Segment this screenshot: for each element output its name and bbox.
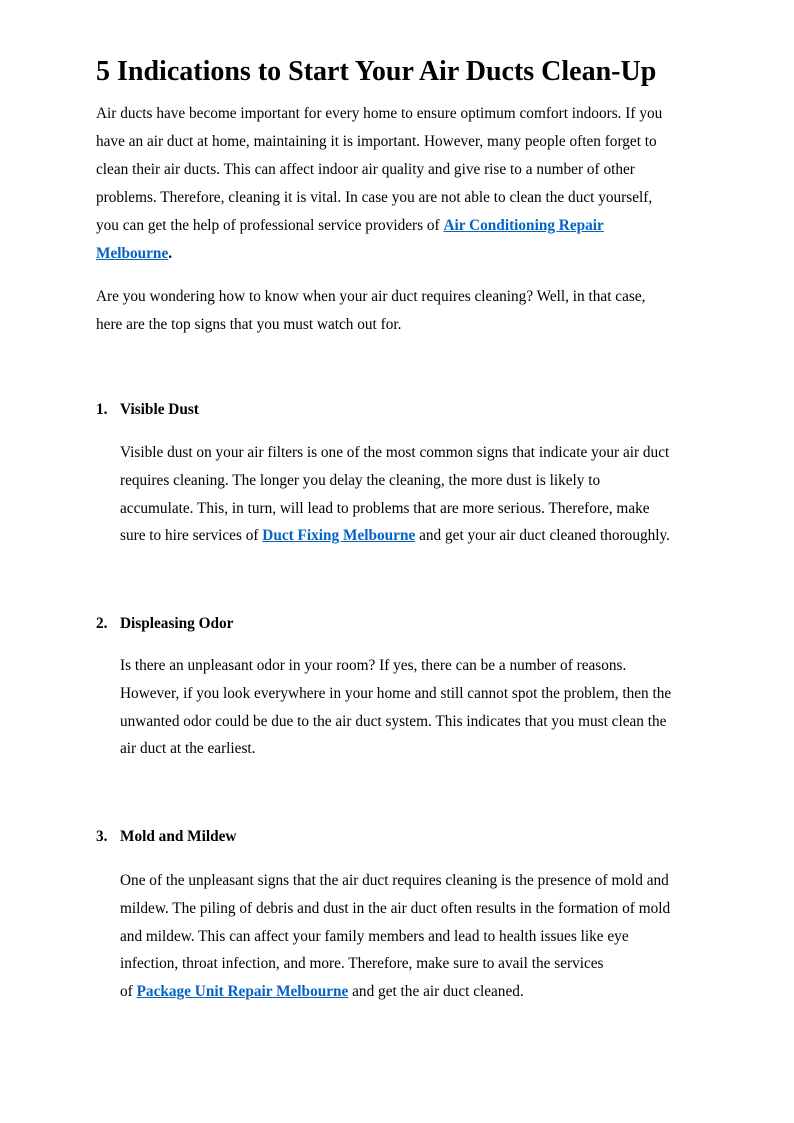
section-line: One of the unpleasant signs that the air duct requires cleaning is the presence of mold and [120,872,669,889]
air-conditioning-repair-link-part2[interactable]: Melbourne [96,245,169,262]
page-title: 5 Indications to Start Your Air Ducts Clean-Up [96,56,657,87]
section-line: mildew. The piling of debris and dust in the air duct often results in the formation of mold [120,899,671,917]
intro-line-text: you can get the help of professional service providers of [96,217,444,234]
section-line: infection, throat infection, and more. Therefore, make sure to avail the services [120,955,604,973]
intro-line-suffix: . [168,245,173,262]
section-line-suffix: and get your air duct cleaned thoroughly. [415,527,670,545]
section-heading-displeasing-odor [96,613,233,635]
section-line: unwanted odor could be due to the air duct system. This indicates that you must clean the [120,712,667,730]
section-line-prefix: sure to hire services of [120,527,263,545]
section-line [120,522,710,550]
question-line: Are you wondering how to know when your air duct requires cleaning? Well, in that case, [96,288,646,305]
intro-line: Air ducts have become important for every home to ensure optimum comfort indoors. If you [96,105,663,122]
section-line: Visible dust on your air filters is one of the most common signs that indicate your air duct [120,444,670,461]
section-heading-visible-dust [96,399,199,421]
section-line: Is there an unpleasant odor in your room? If yes, there can be a number of reasons. [120,657,627,674]
air-conditioning-repair-link-part1[interactable]: Air Conditioning Repair [443,217,604,234]
question-line: here are the top signs that you must watch out for. [96,316,402,333]
section-heading-mold-and-mildew [96,826,236,848]
section-line [120,978,710,1006]
section-line-prefix: of [120,983,137,1001]
duct-fixing-melbourne-link[interactable]: Duct Fixing Melbourne [262,527,416,545]
section-line-suffix: and get the air duct cleaned. [348,983,524,1001]
section-line: air duct at the earliest. [120,740,256,758]
section-title: Visible Dust [120,401,199,418]
section-body-mold-and-mildew [120,867,710,1006]
package-unit-repair-melbourne-link[interactable]: Package Unit Repair Melbourne [136,983,349,1001]
intro-line: have an air duct at home, maintaining it is important. However, many people often forget to [96,133,657,150]
section-line: requires cleaning. The longer you delay the cleaning, the more dust is likely to [120,471,601,489]
section-number: 2. [96,615,108,632]
intro-paragraph [96,100,706,268]
section-title: Mold and Mildew [120,828,237,845]
intro-line [96,212,706,240]
section-number: 1. [96,401,108,418]
intro-line: problems. Therefore, cleaning it is vital. In case you are not able to clean the duct yourself, [96,189,653,206]
intro-line: clean their air ducts. This can affect indoor air quality and give rise to a number of other [96,161,635,178]
section-line: accumulate. This, in turn, will lead to problems that are more serious. Therefore, make [120,499,650,517]
question-paragraph [96,283,706,339]
section-line: However, if you look everywhere in your home and still cannot spot the problem, then the [120,684,672,702]
section-title: Displeasing Odor [120,615,234,632]
section-number: 3. [96,828,108,845]
section-line: and mildew. This can affect your family members and lead to health issues like eye [120,927,629,945]
section-body-displeasing-odor [120,652,710,763]
intro-line [96,240,706,268]
section-body-visible-dust [120,439,710,550]
